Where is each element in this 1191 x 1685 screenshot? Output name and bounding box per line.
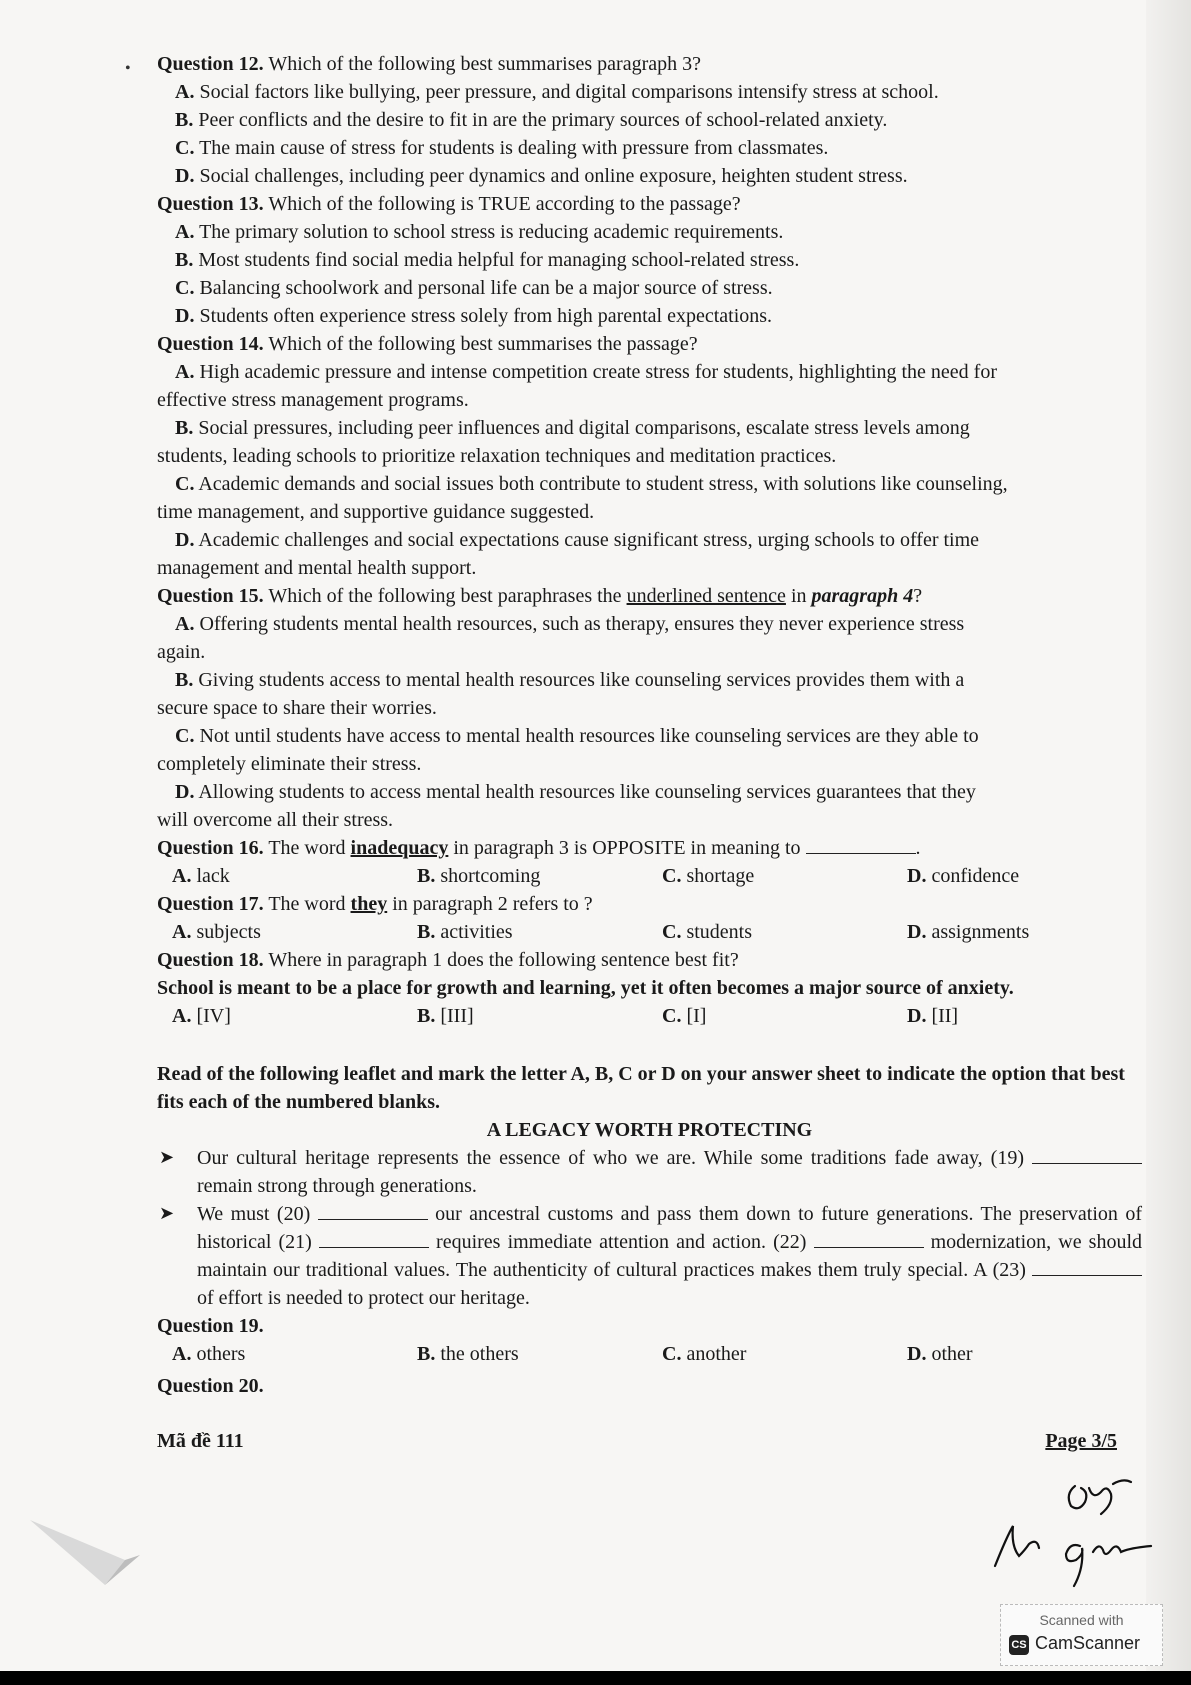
paper-fold-shadow bbox=[30, 1515, 140, 1585]
leaflet-instruction: Read of the following leaflet and mark the letter A, B, C or D on your answer sheet to indicate the option that best fits each of the numbered blanks. bbox=[157, 1063, 1125, 1113]
q16-option-c: C. shortage bbox=[662, 865, 755, 887]
q13-option-d: D. Students often experience stress solely from high parental expectations. bbox=[175, 305, 773, 327]
q17-option-c: C. students bbox=[662, 921, 753, 943]
q12-option-d: D. Social challenges, including peer dynamics and online exposure, heighten student stress. bbox=[175, 165, 908, 187]
question-18: Question 18. Where in paragraph 1 does the following sentence best fit? bbox=[157, 949, 739, 971]
q12-option-b: B. Peer conflicts and the desire to fit in are the primary sources of school-related anxiety. bbox=[175, 109, 888, 131]
blank-21 bbox=[319, 1229, 429, 1248]
q14-option-c: C. Academic demands and social issues both contribute to student stress, with solutions like counseling, time management, and supportive guidance suggested. bbox=[157, 473, 1008, 523]
q14-option-b: B. Social pressures, including peer influences and digital comparisons, escalate stress levels among students, leading schools to prioritize relaxation techniques and meditation practices. bbox=[157, 417, 970, 467]
leaflet-bullet-1: ➤ Our cultural heritage represents the essence of who we are. While some traditions fade away, (19) remain strong through generations. bbox=[157, 1144, 1142, 1200]
exam-code: Mã đề 111 bbox=[157, 1430, 244, 1452]
q18-option-b: B. [III] bbox=[417, 1005, 474, 1027]
q18-sentence: School is meant to be a place for growth and learning, yet it often becomes a major source of anxiety. bbox=[157, 977, 1014, 999]
question-17: Question 17. The word they in paragraph 2 refers to ? bbox=[157, 893, 593, 915]
q12-option-c: C. The main cause of stress for students is dealing with pressure from classmates. bbox=[175, 137, 829, 159]
leaflet-bullet-2: ➤ We must (20) our ancestral customs and pass them down to future generations. The preservation of historical (21) requires immediate attention and action. (22) modernization, we should maintain our traditional values. The authenticity of cultural practices makes them truly special. A (23) of effort is needed to protect our heritage. bbox=[157, 1200, 1142, 1312]
q13-option-a: A. The primary solution to school stress is reducing academic requirements. bbox=[175, 221, 784, 243]
q12-option-a: A. Social factors like bullying, peer pressure, and digital comparisons intensify stress at school. bbox=[175, 81, 939, 103]
q18-option-d: D. [II] bbox=[907, 1005, 959, 1027]
camscanner-logo-icon: CS bbox=[1009, 1635, 1029, 1655]
blank-19 bbox=[1032, 1145, 1142, 1164]
q15-option-c: C. Not until students have access to mental health resources like counseling services are they able to completely eliminate their stress. bbox=[157, 725, 979, 775]
blank-22 bbox=[814, 1229, 924, 1248]
blank-23 bbox=[1032, 1257, 1142, 1276]
q13-option-b: B. Most students find social media helpful for managing school-related stress. bbox=[175, 249, 800, 271]
question-20: Question 20. bbox=[157, 1375, 264, 1397]
arrow-bullet-icon: ➤ bbox=[159, 1147, 175, 1168]
question-12: Question 12. Which of the following best summarises paragraph 3? bbox=[157, 53, 701, 75]
q19-option-c: C. another bbox=[662, 1343, 747, 1365]
question-13: Question 13. Which of the following is TRUE according to the passage? bbox=[157, 193, 741, 215]
q17-option-a: A. subjects bbox=[172, 921, 261, 943]
keyword-inadequacy: inadequacy bbox=[350, 837, 449, 859]
blank-20 bbox=[318, 1201, 428, 1220]
handwritten-signature bbox=[985, 1456, 1165, 1596]
page-number: Page 3/5 bbox=[1045, 1430, 1117, 1452]
q17-option-d: D. assignments bbox=[907, 921, 1030, 943]
q16-option-a: A. lack bbox=[172, 865, 230, 887]
q16-option-d: D. confidence bbox=[907, 865, 1020, 887]
camscanner-watermark: Scanned with CS CamScanner bbox=[1000, 1604, 1163, 1666]
q19-option-a: A. others bbox=[172, 1343, 246, 1365]
q16-option-b: B. shortcoming bbox=[417, 865, 541, 887]
q19-option-d: D. other bbox=[907, 1343, 973, 1365]
arrow-bullet-icon: ➤ bbox=[159, 1203, 175, 1224]
leaflet-title: A LEGACY WORTH PROTECTING bbox=[486, 1119, 813, 1141]
q18-options bbox=[157, 1002, 1142, 1030]
bullet-mark-icon: • bbox=[125, 60, 131, 77]
question-14: Question 14. Which of the following best summarises the passage? bbox=[157, 333, 698, 355]
q18-option-c: C. [I] bbox=[662, 1005, 707, 1027]
question-15: Question 15. Which of the following best paraphrases the underlined sentence in paragraph 4? bbox=[157, 585, 923, 607]
question-19: Question 19. bbox=[157, 1315, 264, 1337]
scan-bottom-edge bbox=[0, 1671, 1191, 1685]
q19-option-b: B. the others bbox=[417, 1343, 519, 1365]
q18-option-a: A. [IV] bbox=[172, 1005, 231, 1027]
question-content bbox=[157, 50, 1142, 1400]
q14-option-a: A. High academic pressure and intense competition create stress for students, highlighting the need for effective stress management programs. bbox=[157, 361, 997, 411]
underlined-sentence-ref: underlined sentence bbox=[626, 585, 786, 607]
scan-edge-shadow bbox=[1146, 0, 1191, 1685]
question-16: Question 16. The word inadequacy in paragraph 3 is OPPOSITE in meaning to . bbox=[157, 837, 921, 859]
q16-options bbox=[157, 862, 1142, 890]
answer-blank bbox=[806, 835, 916, 854]
q17-option-b: B. activities bbox=[417, 921, 513, 943]
q13-option-c: C. Balancing schoolwork and personal life can be a major source of stress. bbox=[175, 277, 773, 299]
q17-options bbox=[157, 918, 1142, 946]
q14-option-d: D. Academic challenges and social expectations cause significant stress, urging schools to offer time management and mental health support. bbox=[157, 529, 980, 579]
q19-options bbox=[157, 1340, 1142, 1368]
q15-option-b: B. Giving students access to mental health resources like counseling services provides them with a secure space to share their worries. bbox=[157, 669, 965, 719]
q15-option-a: A. Offering students mental health resources, such as therapy, ensures they never experience stress again. bbox=[157, 613, 965, 663]
q15-option-d: D. Allowing students to access mental health resources like counseling services guarantees that they will overcome all their stress. bbox=[157, 781, 976, 831]
keyword-they: they bbox=[350, 893, 388, 915]
